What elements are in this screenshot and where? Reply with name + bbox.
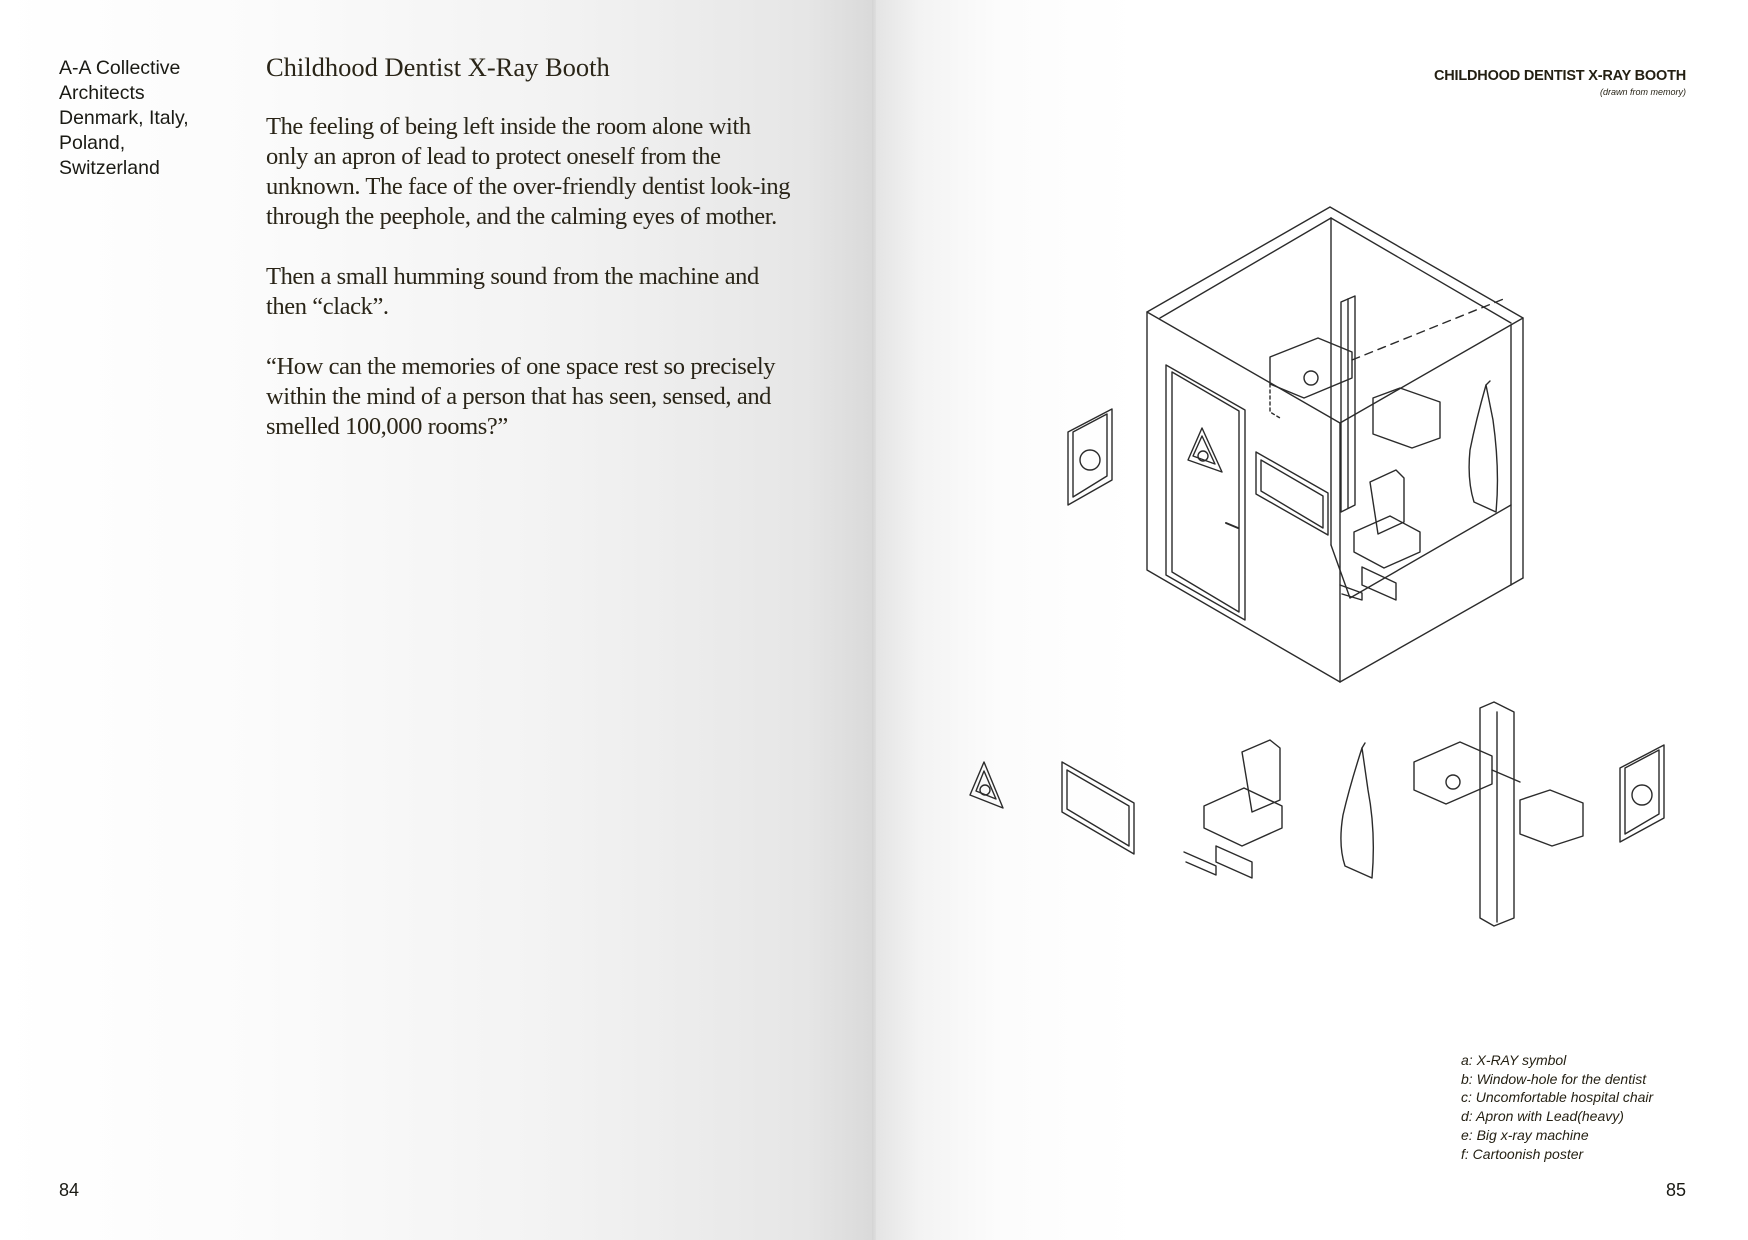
figure-legend: [1461, 1051, 1701, 1163]
figure-subtitle: (drawn from memory): [1599, 87, 1686, 97]
door-xray-symbol: [1188, 428, 1222, 472]
legend-item: d: Apron with Lead(heavy): [1461, 1108, 1624, 1125]
part-lead-apron: [1341, 743, 1373, 878]
article-title: Childhood Dentist X-Ray Booth: [266, 52, 610, 82]
author-line: A-A Collective: [59, 57, 181, 79]
page-number-left: 84: [59, 1180, 80, 1200]
article-quote: “How can the memories of one space rest so precisely within the mind of a person that has seen, sensed, and smelled 100,000 rooms?”: [266, 353, 776, 440]
part-xray-symbol: [970, 762, 1003, 808]
legend-item: c: Uncomfortable hospital chair: [1461, 1089, 1654, 1106]
legend-item: e: Big x-ray machine: [1461, 1126, 1589, 1143]
author-line: Architects: [59, 82, 145, 104]
booth-left-top: [1160, 218, 1331, 318]
author-line: Denmark, Italy,: [59, 107, 189, 129]
article-paragraph: The feeling of being left inside the room alone with only an apron of lead to protect oneself from the unknown. The face of the over-friendly dentist look-ing through the peephole, and the calming eyes of mother.: [266, 113, 791, 230]
booth-floor-inner: [1331, 505, 1511, 598]
legend-item: b: Window-hole for the dentist: [1461, 1070, 1647, 1087]
part-cartoon-poster: [1620, 745, 1664, 842]
legend-item: a: X-RAY symbol: [1461, 1052, 1567, 1068]
author-line: Switzerland: [59, 157, 160, 179]
legend-item: f: Cartoonish poster: [1461, 1145, 1584, 1162]
dentist-window: [1256, 452, 1328, 535]
figure-title: CHILDHOOD DENTIST X-RAY BOOTH: [1434, 68, 1686, 84]
tooth-cartoon: [1632, 785, 1652, 805]
booth-apron: [1469, 381, 1497, 512]
door-handle: [1226, 523, 1238, 528]
article-paragraph: Then a small humming sound from the machine and then “clack”.: [266, 263, 759, 320]
part-hospital-chair: [1184, 740, 1282, 878]
booth-floor-edge: [1340, 578, 1523, 682]
part-window-frame: [1062, 762, 1134, 854]
booth-door: [1166, 365, 1245, 620]
part-xray-machine: [1414, 702, 1583, 926]
wall-poster: [1068, 409, 1112, 505]
page-number-right: 85: [1665, 1180, 1686, 1200]
author-line: Poland,: [59, 132, 126, 154]
booth-structure: [1147, 207, 1523, 682]
tooth-cartoon: [1080, 450, 1100, 470]
